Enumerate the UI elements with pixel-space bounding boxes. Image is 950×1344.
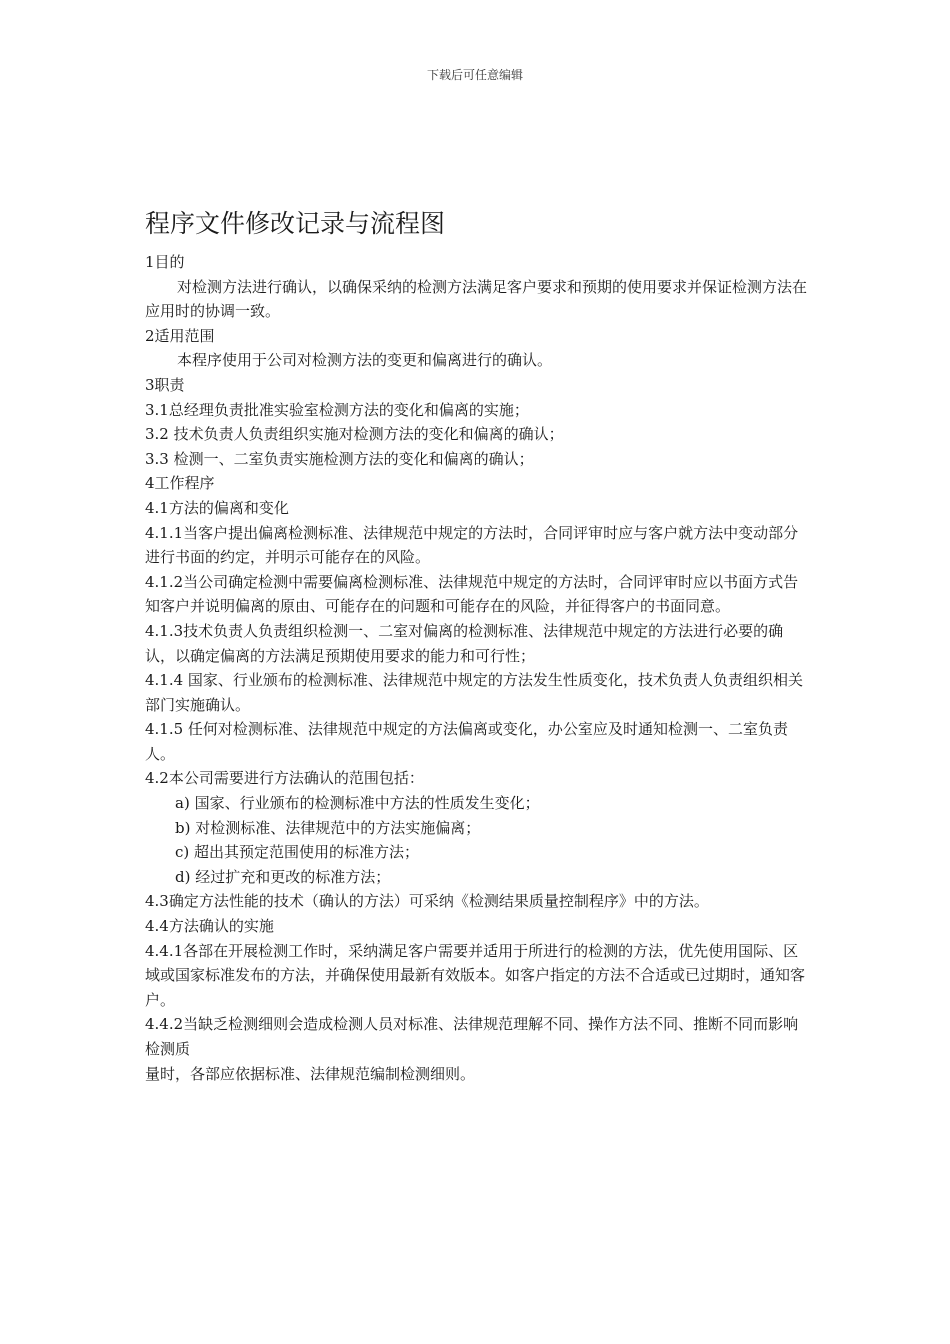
paragraph: 4.1.1当客户提出偏离检测标准、法律规范中规定的方法时，合同评审时应与客户就方法中变动部分进行书面的约定，并明示可能存在的风险。 [145,523,799,567]
paragraph-list [145,250,811,1086]
paragraph: 4.1方法的偏离和变化 [145,498,289,517]
paragraph: 3.1总经理负责批准实验室检测方法的变化和偏离的实施； [145,400,529,419]
paragraph: 3.3 检测一、二室负责实施检测方法的变化和偏离的确认； [145,449,534,468]
paragraph: 4.3确定方法性能的技术（确认的方法）可采纳《检测结果质量控制程序》中的方法。 [145,892,709,911]
header-note: 下载后可任意编辑 [426,68,523,82]
paragraph: 3职责 [145,375,185,394]
paragraph: 本程序使用于公司对检测方法的变更和偏离进行的确认。 [177,351,553,370]
paragraph: 4.1.5 任何对检测标准、法律规范中规定的方法偏离或变化，办公室应及时通知检测一、二室负责人。 [145,720,788,763]
paragraph: 4.1.2当公司确定检测中需要偏离检测标准、法律规范中规定的方法时，合同评审时应以书面方式告知客户并说明偏离的原由、可能存在的问题和可能存在的风险，并征得客户的书面同意。 [145,572,799,616]
list-item: c) 超出其预定范围使用的标准方法； [175,843,420,862]
paragraph: 4.2本公司需要进行方法确认的范围包括： [145,769,424,788]
list-item: d) 经过扩充和更改的标准方法； [175,867,391,886]
list-item: a) 国家、行业颁布的检测标准中方法的性质发生变化； [175,794,540,813]
paragraph: 4.1.4 国家、行业颁布的检测标准、法律规范中规定的方法发生性质变化，技术负责人负责组织相关部门实施确认。 [145,671,803,714]
paragraph: 对检测方法进行确认，以确保采纳的检测方法满足客户要求和预期的使用要求并保证检测方法在应用时的协调一致。 [145,277,808,321]
paragraph: 4.4方法确认的实施 [145,917,274,936]
document-title: 程序文件修改记录与流程图 [145,209,446,238]
paragraph: 1目的 [145,253,185,271]
paragraph: 4.4.2当缺乏检测细则会造成检测人员对标准、法律规范理解不同、操作方法不同、推断不同而影响检测质 [145,1015,799,1058]
document-body [145,204,811,1086]
paragraph: 量时，各部应依据标准、法律规范编制检测细则。 [145,1064,476,1083]
paragraph: 4.1.3技术负责人负责组织检测一、二室对偏离的检测标准、法律规范中规定的方法进行必要的确认，以确定偏离的方法满足预期使用要求的能力和可行性； [145,621,784,665]
list-item: b) 对检测标准、法律规范中的方法实施偏离； [175,818,481,837]
paragraph: 3.2 技术负责人负责组织实施对检测方法的变化和偏离的确认； [145,425,564,444]
paragraph: 2适用范围 [145,326,215,345]
paragraph: 4.4.1各部在开展检测工作时，采纳满足客户需要并适用于所进行的检测的方法，优先使用国际、区域或国家标准发布的方法，并确保使用最新有效版本。如客户指定的方法不合适或已过期时，通知客户。 [145,941,806,1009]
paragraph: 4工作程序 [145,474,215,493]
